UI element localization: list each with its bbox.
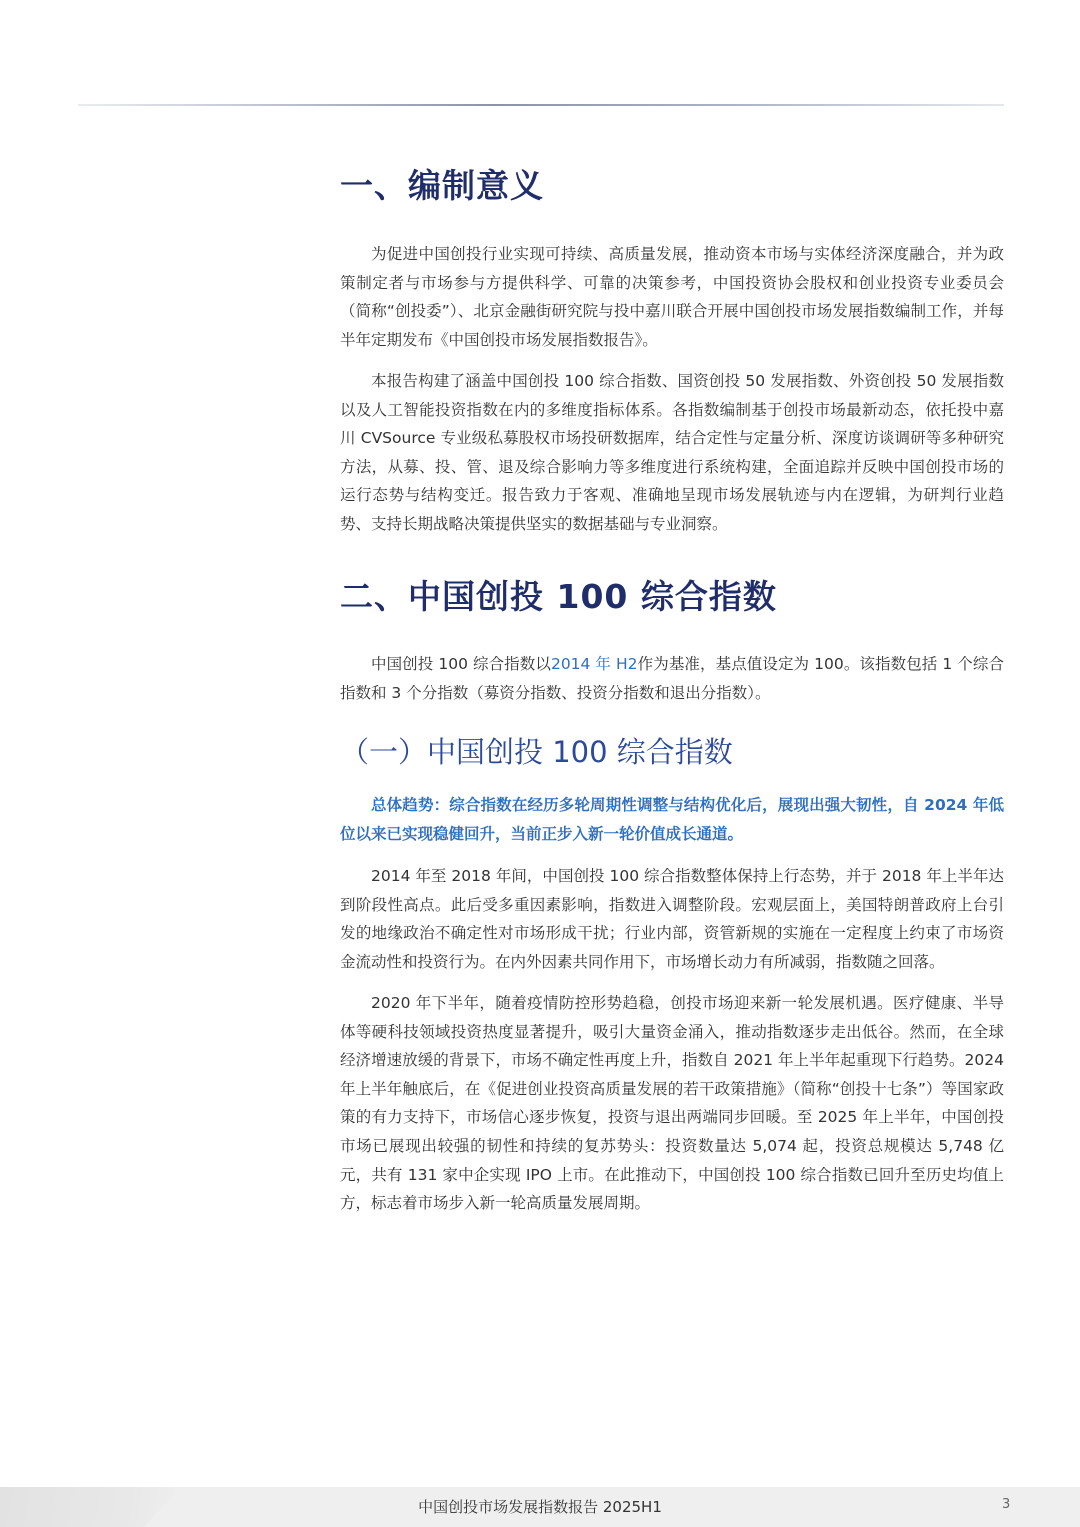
section-2-title: 二、中国创投 100 综合指数	[340, 577, 777, 616]
page-number: 3	[1002, 1497, 1011, 1512]
header-rule	[78, 104, 1004, 106]
baseline-period-highlight: 2014 年 H2	[550, 655, 638, 673]
subsection-1-title: （一）中国创投 100 综合指数	[340, 735, 733, 769]
section-2-intro	[340, 650, 1004, 707]
subsection-1-paragraph-1: 2014 年至 2018 年间，中国创投 100 综合指数整体保持上行态势，并于 2018 年上半年达到阶段性高点。此后受多重因素影响，指数进入调整阶段。宏观层面上，美国特朗普政府上台引发的地缘政治不确定性对市场形成干扰；行业内部，资管新规的实施在一定程度上约束了市场资金流动性和投资行为。在内外因素共同作用下，市场增长动力有所减弱，指数随之回落。	[340, 867, 1004, 971]
section-1-paragraph-1: 为促进中国创投行业实现可持续、高质量发展，推动资本市场与实体经济深度融合，并为政策制定者与市场参与方提供科学、可靠的决策参考，中国投资协会股权和创业投资专业委员会（简称“创投委”）、北京金融街研究院与投中嘉川联合开展中国创投市场发展指数编制工作，并每半年定期发布《中国创投市场发展指数报告》。	[340, 245, 1004, 349]
subsection-1-paragraph-2: 2020 年下半年，随着疫情防控形势趋稳，创投市场迎来新一轮发展机遇。医疗健康、半导体等硬科技领域投资热度显著提升，吸引大量资金涌入，推动指数逐步走出低谷。然而，在全球经济增速放缓的背景下，市场不确定性再度上升，指数自 2021 年上半年起重现下行趋势。2024 年上半年触底后，在《促进创业投资高质量发展的若干政策措施》（简称“创投十七条”）等国家政策的有力支持下，市场信心逐步恢复，投资与退出两端同步回暖。至 2025 年上半年，中国创投市场已展现出较强的韧性和持续的复苏势头：投资数量达 5,074 起，投资总规模达 5,748 亿元，共有 131 家中企实现 IPO 上市。在此推动下，中国创投 100 综合指数已回升至历史均值上方，标志着市场步入新一轮高质量发展周期。	[340, 994, 1004, 1213]
overall-trend-summary: 总体趋势：综合指数在经历多轮周期性调整与结构优化后，展现出强大韧性，自 2024 年低位以来已实现稳健回升，当前正步入新一轮价值成长通道。	[340, 796, 1004, 843]
section-1-title: 一、编制意义	[340, 166, 544, 205]
footer-report-title: 中国创投市场发展指数报告 2025H1	[418, 1498, 662, 1516]
section-1-paragraph-2: 本报告构建了涵盖中国创投 100 综合指数、国资创投 50 发展指数、外资创投 50 发展指数以及人工智能投资指数在内的多维度指标体系。各指数编制基于创投市场最新动态，依托投中嘉川 CVSource 专业级私募股权市场投研数据库，结合定性与定量分析、深度访谈调研等多种研究方法，从募、投、管、退及综合影响力等多维度进行系统构建，全面追踪并反映中国创投市场的运行态势与结构变迁。报告致力于客观、准确地呈现市场发展轨迹与内在逻辑，为研判行业趋势、支持长期战略决策提供坚实的数据基础与专业洞察。	[340, 372, 1004, 533]
intro-text-before: 中国创投 100 综合指数以	[371, 655, 551, 673]
intro-text-after: 作为基准，基点值设定为 100。该指数包括 1 个综合指数和 3 个分指数（募资分指数、投资分指数和退出分指数）。	[340, 655, 1004, 702]
